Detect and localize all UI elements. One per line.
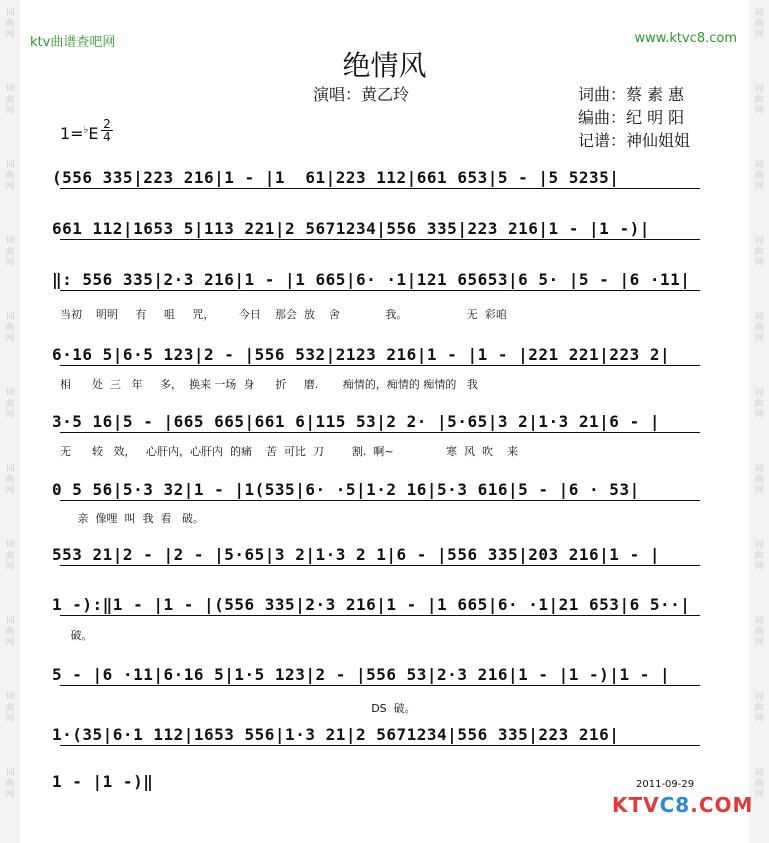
underline-line-6 (60, 500, 700, 501)
lyric-line-8: 破。 (60, 629, 93, 642)
score-line-5: 3·5 16|5 - |665 665|661 6|115 53|2 2· |5·65|3 2|1·3 21|6 - | (52, 412, 660, 431)
underline-line-10 (60, 745, 700, 746)
score-line-9: 5 - |6 ·11|6·16 5|1·5 123|2 - |556 53|2·3 216|1 - |1 -)|1 - | (52, 665, 671, 684)
watermark-glyph-stack: 词 曲 网 (5, 160, 15, 192)
key-signature (60, 124, 98, 143)
score-line-10: 1·(35|6·1 112|1653 556|1·3 21|2 5671234|556 335|223 216| (52, 725, 620, 744)
lyric-line-9: DS 破。 (60, 702, 416, 715)
key-note: E (88, 124, 99, 143)
left-watermark-strip (0, 0, 20, 843)
arranger-credit: 编曲：纪 明 阳 (578, 108, 685, 127)
watermark-glyph-stack: 词 曲 网 (754, 8, 764, 40)
logo-part-c: .COM (690, 793, 754, 817)
lyric-line-3: 当初 明明 有 咀 咒， 今日 那会 放 舍 我。 无 彩咱 (60, 308, 507, 321)
watermark-glyph-stack: 词 曲 网 (5, 692, 15, 724)
underline-line-3 (60, 290, 700, 291)
key-prefix: 1= (60, 124, 84, 143)
watermark-glyph-stack: 词 曲 网 (5, 8, 15, 40)
watermark-glyph-stack: 词 曲 网 (5, 388, 15, 420)
transcription-date: 2011-09-29 (636, 779, 695, 790)
watermark-glyph-stack: 词 曲 网 (5, 540, 15, 572)
underline-line-5 (60, 432, 700, 433)
singer-credit: 演唱：黄乙玲 (313, 85, 410, 104)
watermark-glyph-stack: 词 曲 网 (754, 160, 764, 192)
lyricist-credit: 词曲：蔡 素 惠 (578, 85, 685, 104)
ktvc8-logo[interactable] (612, 793, 753, 817)
underline-line-9 (60, 685, 700, 686)
site-url-right[interactable]: www.ktvc8.com (634, 31, 737, 46)
watermark-glyph-stack: 词 曲 网 (5, 768, 15, 800)
logo-part-a: KTV (612, 793, 660, 817)
watermark-glyph-stack: 词 曲 网 (5, 236, 15, 268)
meter-top: 2 (103, 117, 111, 131)
score-line-1: (556 335|223 216|1 - |1 61|223 112|661 653|5 - |5 5235| (52, 168, 620, 187)
score-line-4: 6·16 5|6·5 123|2 - |556 532|2123 216|1 - |1 - |221 221|223 2| (52, 345, 671, 364)
underline-line-2 (60, 239, 700, 240)
watermark-glyph-stack: 词 曲 网 (754, 540, 764, 572)
right-watermark-strip (749, 0, 769, 843)
site-name-left[interactable]: ktv曲谱查吧网 (30, 35, 116, 50)
underline-line-4 (60, 365, 700, 366)
flat-sign: ♭ (83, 124, 89, 136)
score-line-8: 1 -):‖1 - |1 - |(556 335|2·3 216|1 - |1 665|6· ·1|21 653|6 5··| (52, 595, 691, 614)
watermark-glyph-stack: 词 曲 网 (754, 692, 764, 724)
underline-line-1 (60, 188, 700, 189)
transcriber-credit: 记谱：神仙姐姐 (578, 131, 691, 150)
score-line-2: 661 112|1653 5|113 221|2 5671234|556 335|223 216|1 - |1 -)| (52, 219, 650, 238)
watermark-glyph-stack: 词 曲 网 (754, 312, 764, 344)
watermark-glyph-stack: 词 曲 网 (754, 464, 764, 496)
logo-part-b: C8 (659, 793, 691, 817)
watermark-glyph-stack: 词 曲 网 (5, 464, 15, 496)
watermark-glyph-stack: 词 曲 网 (754, 768, 764, 800)
lyric-line-5: 无 较 效， 心肝内，心肝内 的痛 苦 可比 刀 割. 啊~ 寒 风 吹 来 (60, 445, 519, 458)
score-line-7: 553 21|2 - |2 - |5·65|3 2|1·3 2 1|6 - |556 335|203 216|1 - | (52, 545, 660, 564)
score-line-3: ‖: 556 335|2·3 216|1 - |1 665|6· ·1|121 65653|6 5· |5 - |6 ·11| (52, 270, 691, 289)
watermark-glyph-stack: 词 曲 网 (754, 616, 764, 648)
watermark-glyph-stack: 词 曲 网 (5, 84, 15, 116)
watermark-glyph-stack: 词 曲 网 (754, 236, 764, 268)
underline-line-7 (60, 565, 700, 566)
watermark-glyph-stack: 词 曲 网 (5, 616, 15, 648)
lyric-line-6: 亲 像哩 叫 我 看 破。 (60, 512, 204, 525)
watermark-glyph-stack: 词 曲 网 (754, 84, 764, 116)
time-signature (101, 118, 113, 143)
watermark-glyph-stack: 词 曲 网 (754, 388, 764, 420)
underline-line-8 (60, 615, 700, 616)
song-title: 绝情风 (342, 49, 427, 82)
lyric-line-4: 相 处 三 年 多， 换来 一场 身 折 磨. 痴情的，痴情的 痴情的 我 (60, 378, 478, 391)
score-line-6: 0 5 56|5·3 32|1 - |1(535|6· ·5|1·2 16|5·3 616|5 - |6 · 53| (52, 480, 640, 499)
watermark-glyph-stack: 词 曲 网 (5, 312, 15, 344)
meter-bottom: 4 (101, 130, 113, 143)
score-line-11: 1 - |1 -)‖ (52, 772, 154, 791)
